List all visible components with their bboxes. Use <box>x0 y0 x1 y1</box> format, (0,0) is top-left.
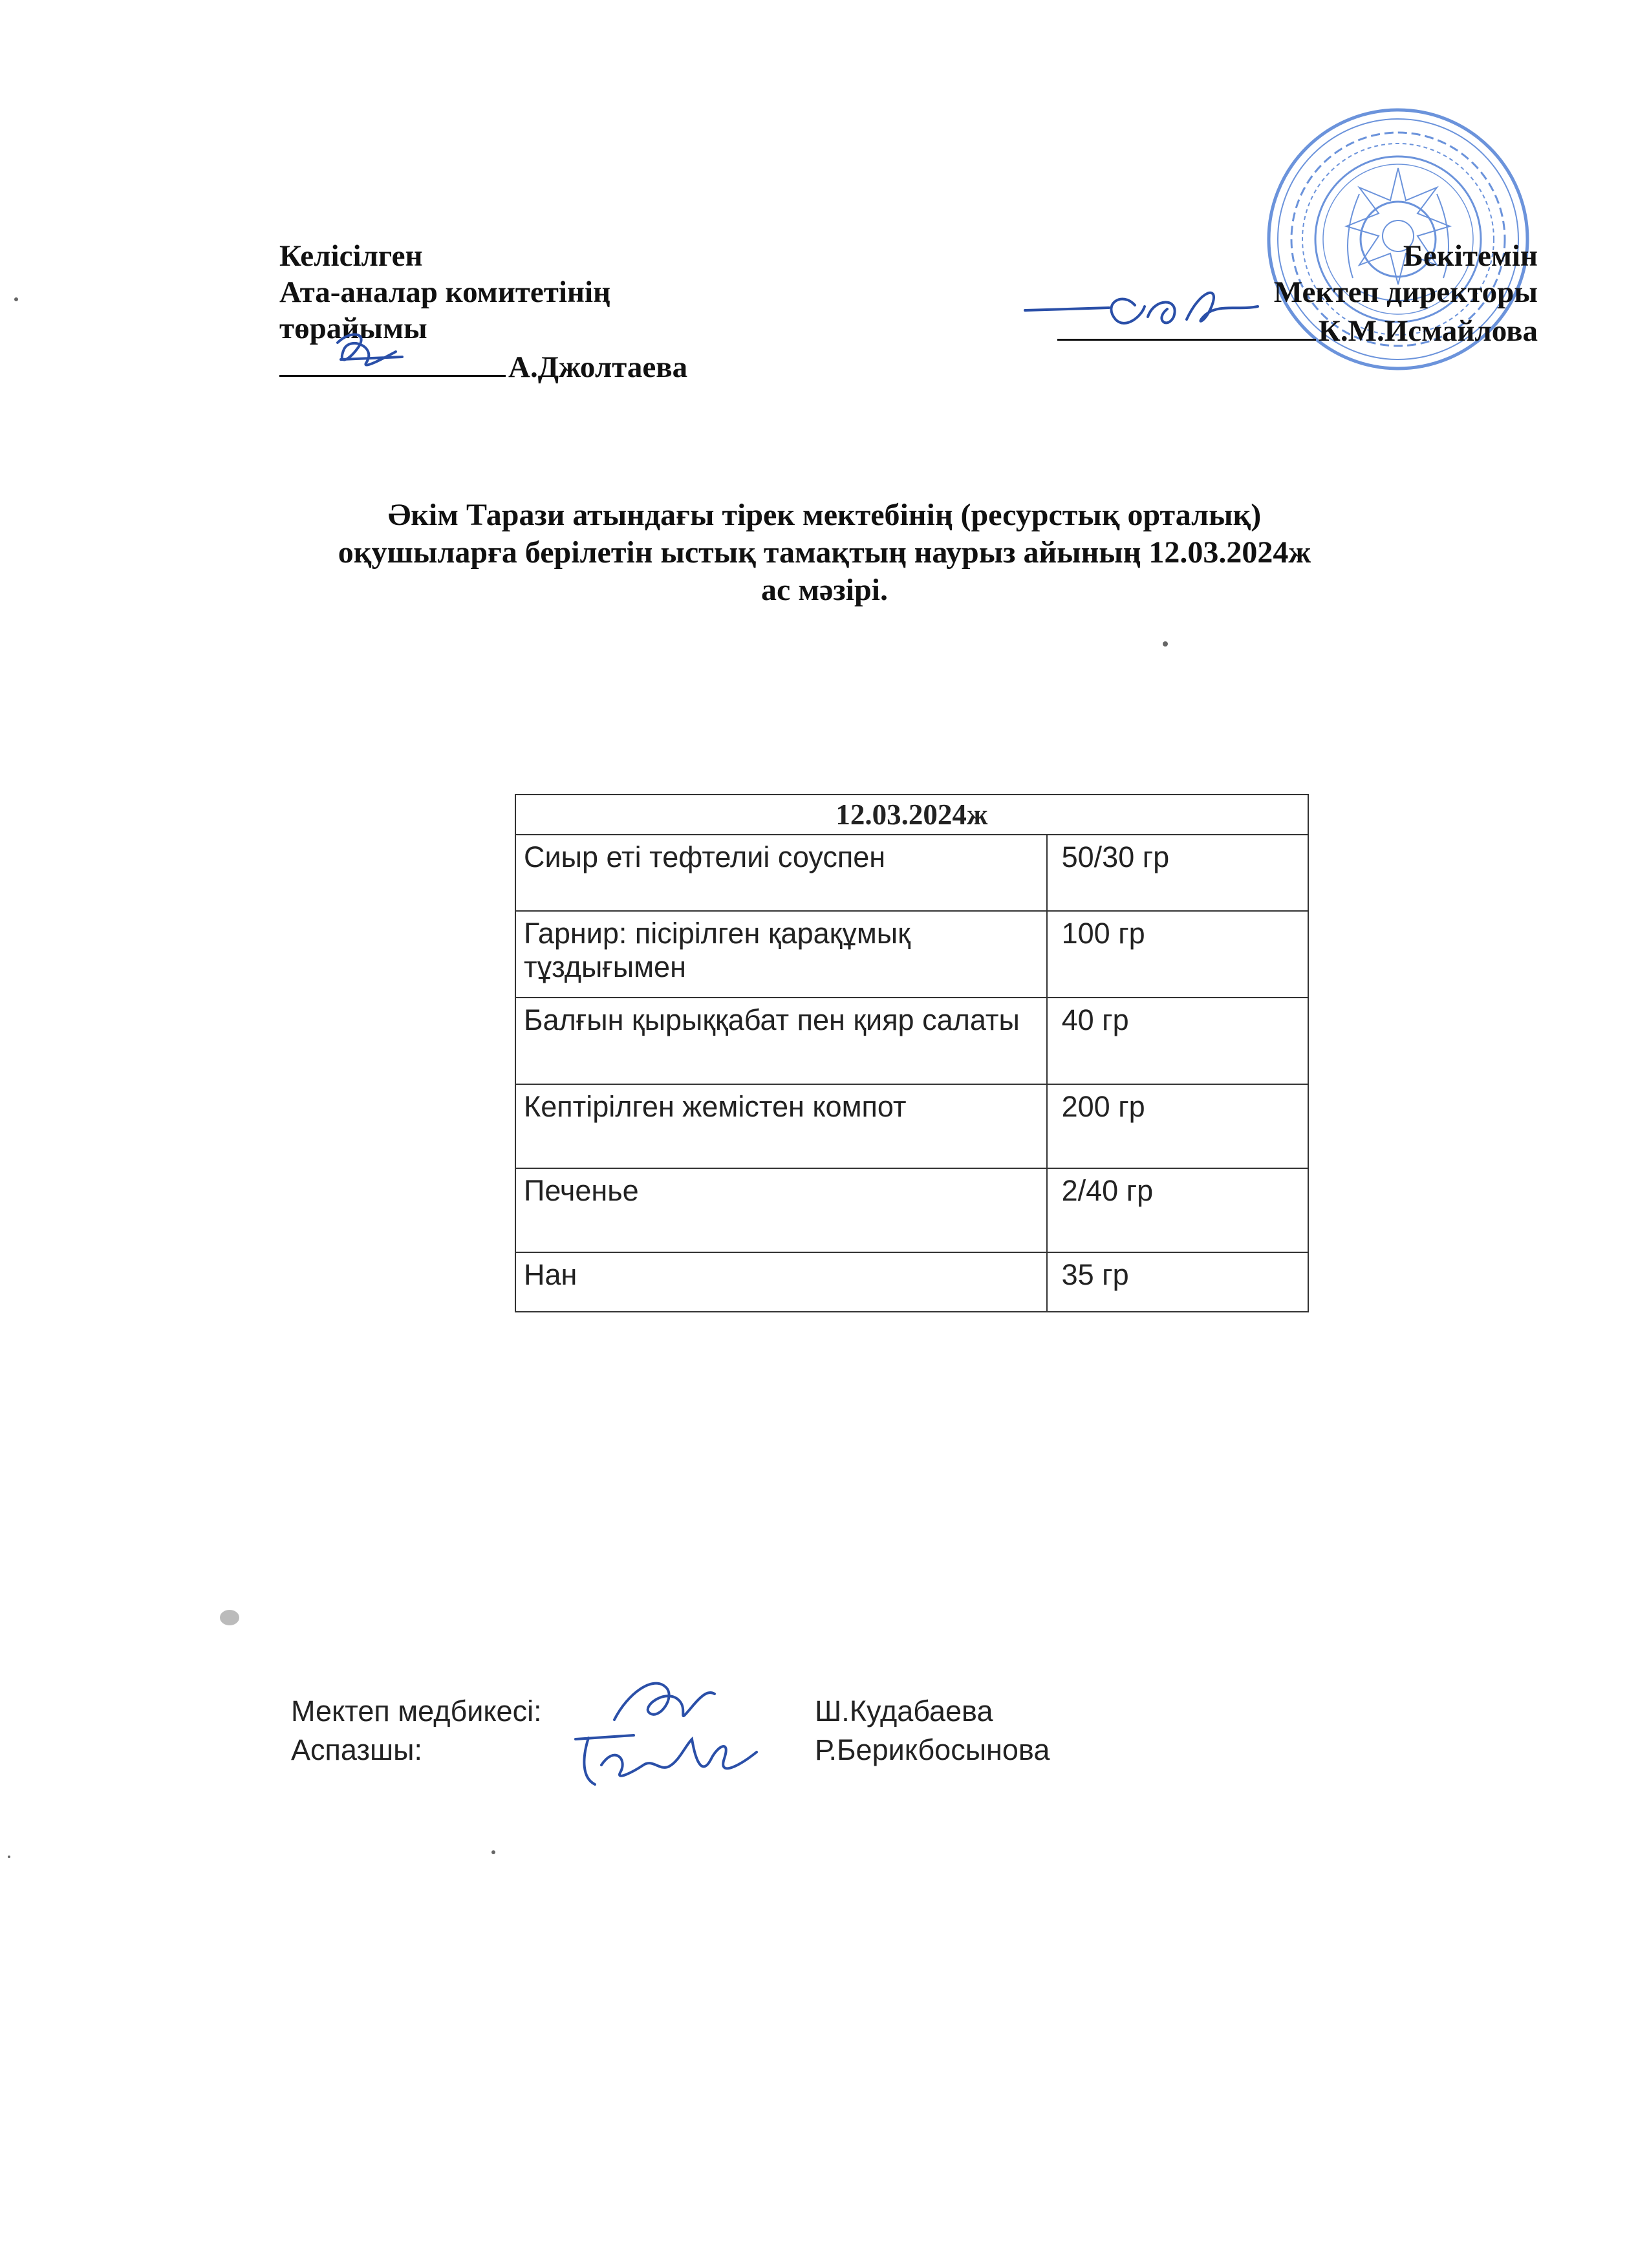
table-row <box>515 1168 1308 1252</box>
amount-cell: 50/30 гр <box>1047 835 1308 911</box>
menu-table <box>515 794 1309 1312</box>
amount-cell: 40 гр <box>1047 998 1308 1084</box>
table-row <box>515 911 1308 998</box>
agreed-block <box>279 238 687 385</box>
document-title <box>0 497 1649 609</box>
footer-signatures <box>291 1694 1196 1823</box>
title-line-1: Әкім Тарази атындағы тірек мектебінің (ресурстық орталық) <box>387 498 1262 532</box>
dish-cell: Кептірілген жемістен компот <box>515 1084 1047 1168</box>
dish-cell: Нан <box>515 1252 1047 1312</box>
cook-signature <box>563 1720 770 1797</box>
approved-block <box>1057 238 1538 349</box>
menu-date-header: 12.03.2024ж <box>515 795 1308 835</box>
cook-role: Аспазшы: <box>291 1733 422 1766</box>
dish-cell: Гарнир: пісірілген қарақұмық тұздығымен <box>515 911 1047 998</box>
cook-name: Р.Берикбосынова <box>815 1733 1050 1766</box>
scan-speck <box>8 1856 10 1858</box>
nurse-name: Ш.Кудабаева <box>815 1695 993 1728</box>
signature-underline <box>279 347 506 377</box>
amount-cell: 100 гр <box>1047 911 1308 998</box>
chairperson-name: А.Джолтаева <box>508 350 688 384</box>
dish-cell: Балғын қырыққабат пен қияр салаты <box>515 998 1047 1084</box>
amount-cell: 35 гр <box>1047 1252 1308 1312</box>
table-row <box>515 1252 1308 1312</box>
amount-cell: 2/40 гр <box>1047 1168 1308 1252</box>
table-row <box>515 835 1308 911</box>
director-signature-line <box>1057 310 1538 349</box>
table-row <box>515 1084 1308 1168</box>
nurse-role: Мектеп медбикесі: <box>291 1695 542 1728</box>
dish-cell: Сиыр еті тефтелиі соуспен <box>515 835 1047 911</box>
chairperson-label: төрайымы <box>279 312 427 345</box>
table-row <box>515 998 1308 1084</box>
scan-speck <box>1163 641 1168 647</box>
title-line-3: ас мәзірі. <box>761 573 888 607</box>
chairperson-signature <box>279 323 409 381</box>
agreed-label: Келісілген <box>279 239 423 273</box>
signature-underline <box>1057 310 1316 341</box>
chairperson-signature-line <box>279 347 687 385</box>
amount-cell: 200 гр <box>1047 1084 1308 1168</box>
director-signature <box>1012 278 1310 343</box>
director-title-label: Мектеп директоры <box>1273 275 1538 309</box>
title-line-2: оқушыларға берілетін ыстық тамақтың наурыз айының 12.03.2024ж <box>338 535 1311 570</box>
scan-speck <box>14 297 18 301</box>
scan-speck <box>491 1850 495 1854</box>
director-name: К.М.Исмайлова <box>1318 314 1538 348</box>
approved-label: Бекітемін <box>1403 239 1538 273</box>
parent-committee-label: Ата-аналар комитетінің <box>279 275 611 309</box>
menu-header-row <box>515 795 1308 835</box>
dish-cell: Печенье <box>515 1168 1047 1252</box>
scan-speck <box>220 1610 239 1625</box>
